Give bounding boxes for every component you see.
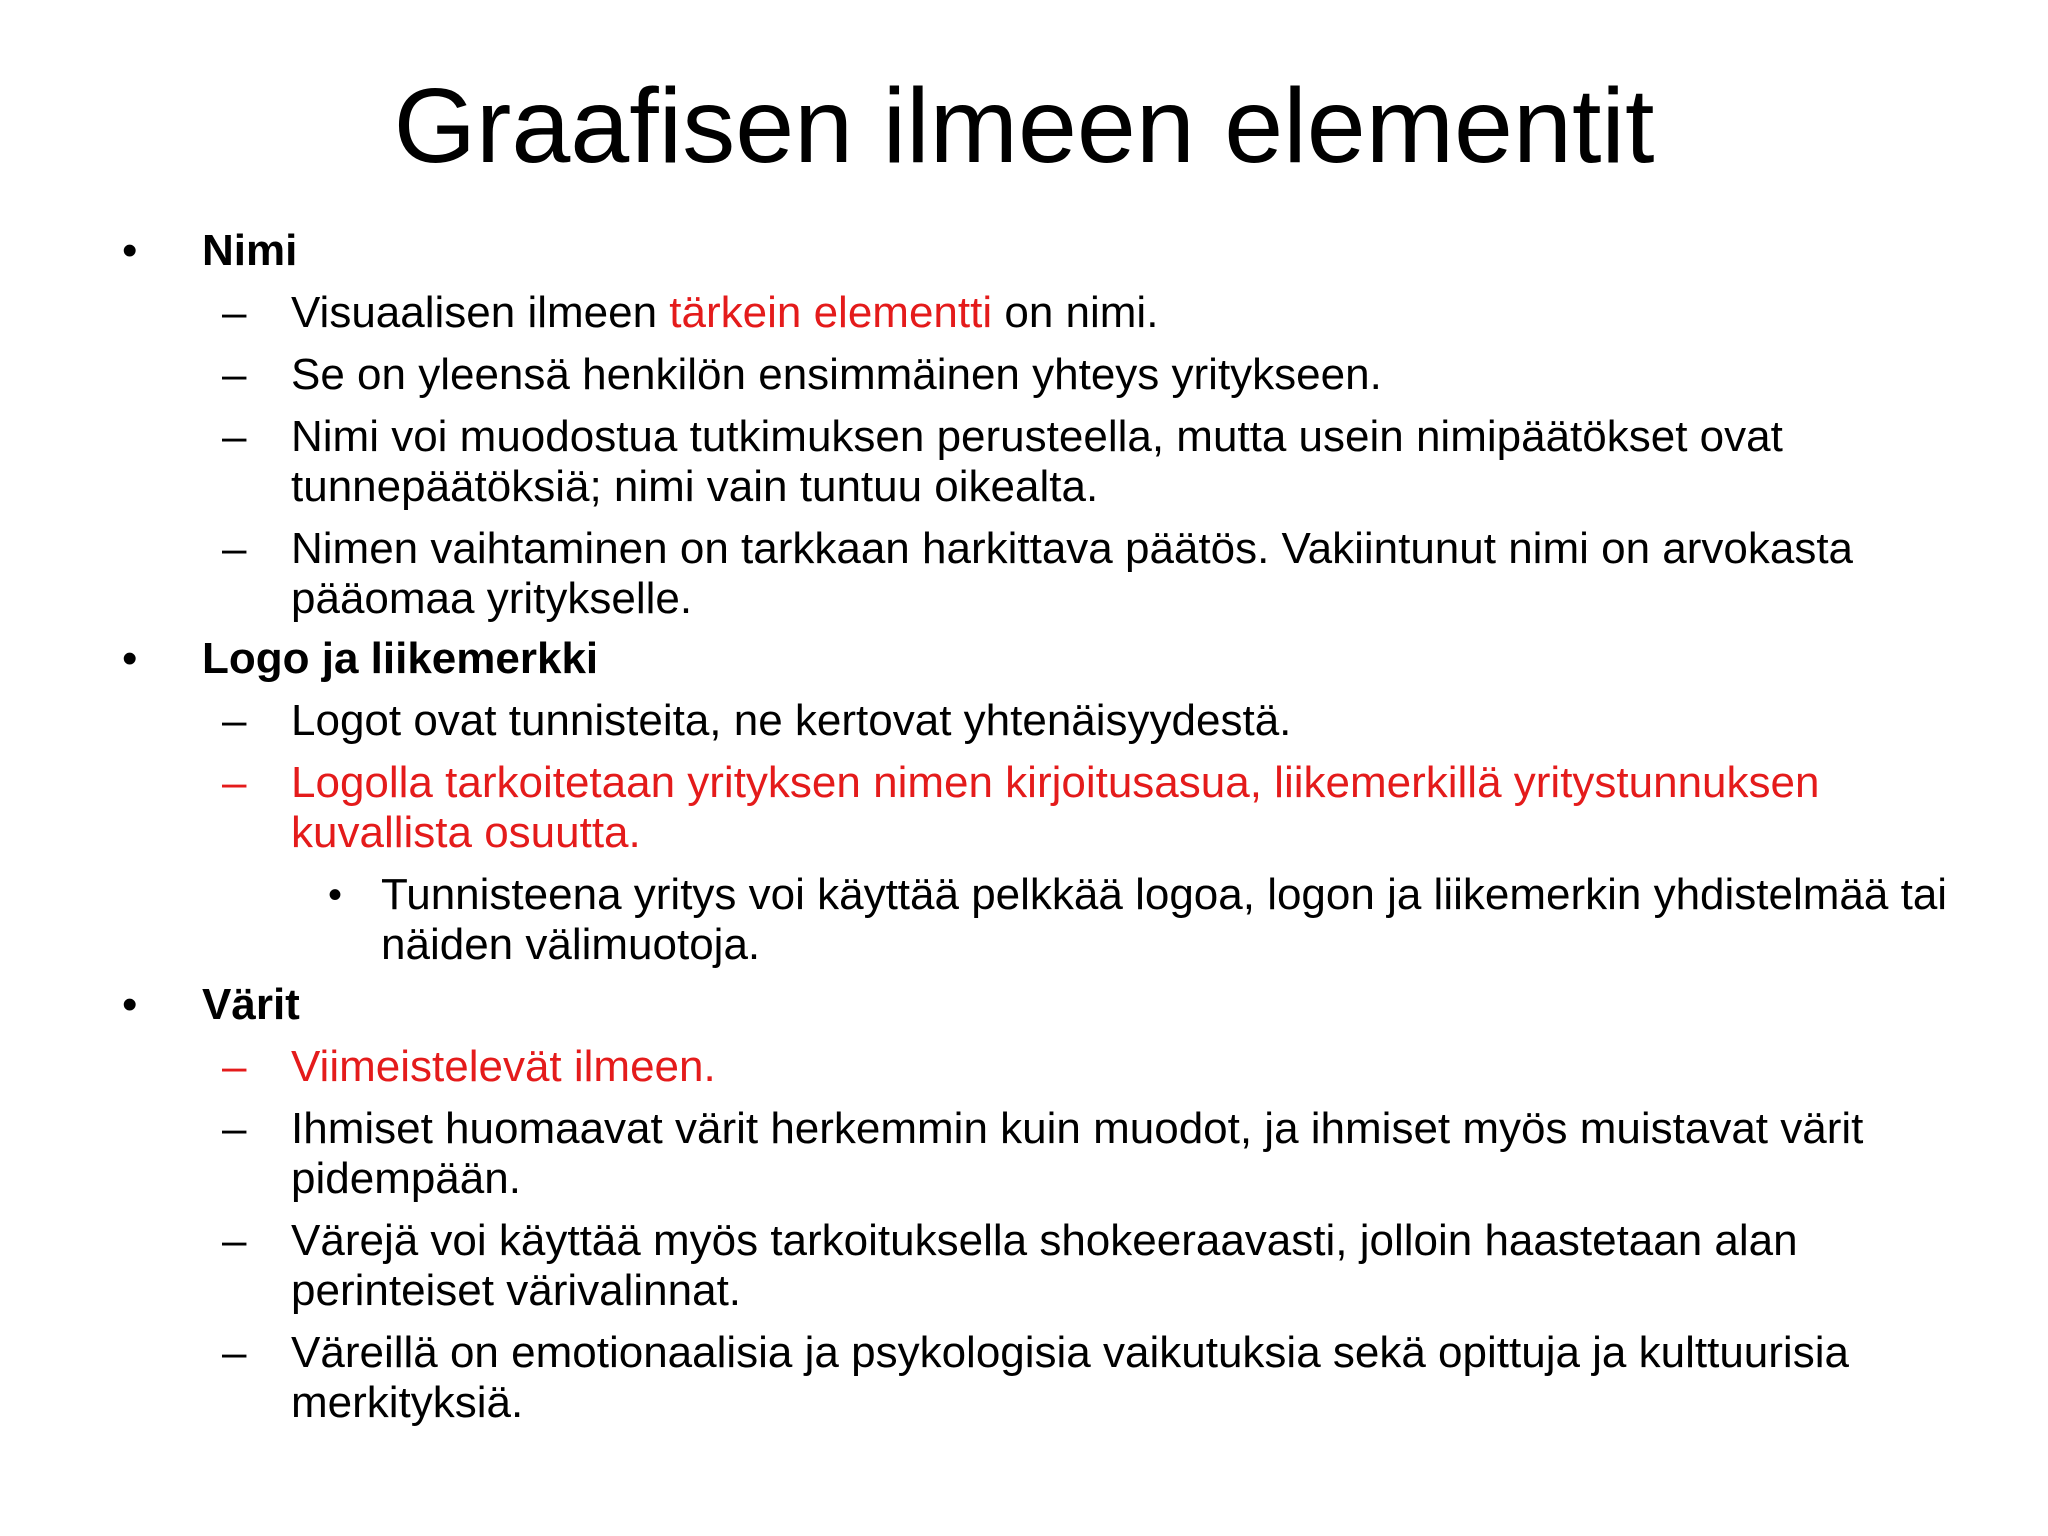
dash-marker: – — [222, 758, 247, 807]
dash-marker: – — [222, 1042, 247, 1091]
sub-list-item — [0, 870, 2048, 970]
section-heading-label: Värit — [202, 980, 300, 1029]
list-item-text: Logolla tarkoitetaan yrityksen nimen kirjoitusasua, liikemerkillä yritystunnuksen kuvallista osuutta. — [291, 758, 1820, 857]
list-item — [0, 1328, 2048, 1428]
list-item-highlighted — [0, 1042, 2048, 1092]
list-item-highlighted — [0, 758, 2048, 858]
bullet-marker: • — [122, 226, 138, 275]
list-item-text: Nimi voi muodostua tutkimuksen perusteella, mutta usein nimipäätökset ovat tunnepäätöksiä; nimi vain tuntuu oikealta. — [291, 412, 1783, 511]
list-item-text: Viimeistelevät ilmeen. — [291, 1042, 716, 1091]
highlight-text: tärkein elementti — [669, 288, 993, 337]
dash-marker: – — [222, 1328, 247, 1377]
slide-content — [0, 226, 2048, 1428]
section-heading-label: Logo ja liikemerkki — [202, 634, 599, 683]
slide-title: Graafisen ilmeen elementit — [393, 67, 1655, 185]
list-item — [0, 350, 2048, 400]
list-item-text: Se on yleensä henkilön ensimmäinen yhteys yritykseen. — [291, 350, 1382, 399]
dash-marker: – — [222, 1104, 247, 1153]
sub-list-item-text: Tunnisteena yritys voi käyttää pelkkää logoa, logon ja liikemerkin yhdistelmää tai näiden välimuotoja. — [381, 870, 1948, 969]
list-item-text: Väreillä on emotionaalisia ja psykologisia vaikutuksia sekä opittuja ja kulttuurisia merkityksiä. — [291, 1328, 1849, 1427]
section-heading-logo — [0, 634, 2048, 684]
list-item-text: Nimen vaihtaminen on tarkkaan harkittava päätös. Vakiintunut nimi on arvokasta pääomaa yritykselle. — [291, 524, 1854, 623]
list-item-text: Visuaalisen ilmeen tärkein elementti on nimi. — [291, 288, 1159, 337]
dash-marker: – — [222, 696, 247, 745]
dash-marker: – — [222, 524, 247, 573]
bullet-marker: • — [122, 980, 138, 1029]
list-item-text: Logot ovat tunnisteita, ne kertovat yhtenäisyydestä. — [291, 696, 1292, 745]
dash-marker: – — [222, 412, 247, 461]
bullet-marker: • — [328, 873, 343, 917]
section-heading-label: Nimi — [202, 226, 298, 275]
list-item — [0, 1216, 2048, 1316]
list-item — [0, 412, 2048, 512]
list-item — [0, 1104, 2048, 1204]
list-item-text: Värejä voi käyttää myös tarkoituksella shokeeraavasti, jolloin haastetaan alan perinteiset värivalinnat. — [291, 1216, 1798, 1315]
dash-marker: – — [222, 288, 247, 337]
bullet-marker: • — [122, 634, 138, 683]
dash-marker: – — [222, 1216, 247, 1265]
list-item — [0, 524, 2048, 624]
section-heading-nimi — [0, 226, 2048, 276]
dash-marker: – — [222, 350, 247, 399]
list-item — [0, 696, 2048, 746]
list-item-text: Ihmiset huomaavat värit herkemmin kuin muodot, ja ihmiset myös muistavat värit pidempään. — [291, 1104, 1864, 1203]
list-item — [0, 288, 2048, 338]
section-heading-varit — [0, 980, 2048, 1030]
